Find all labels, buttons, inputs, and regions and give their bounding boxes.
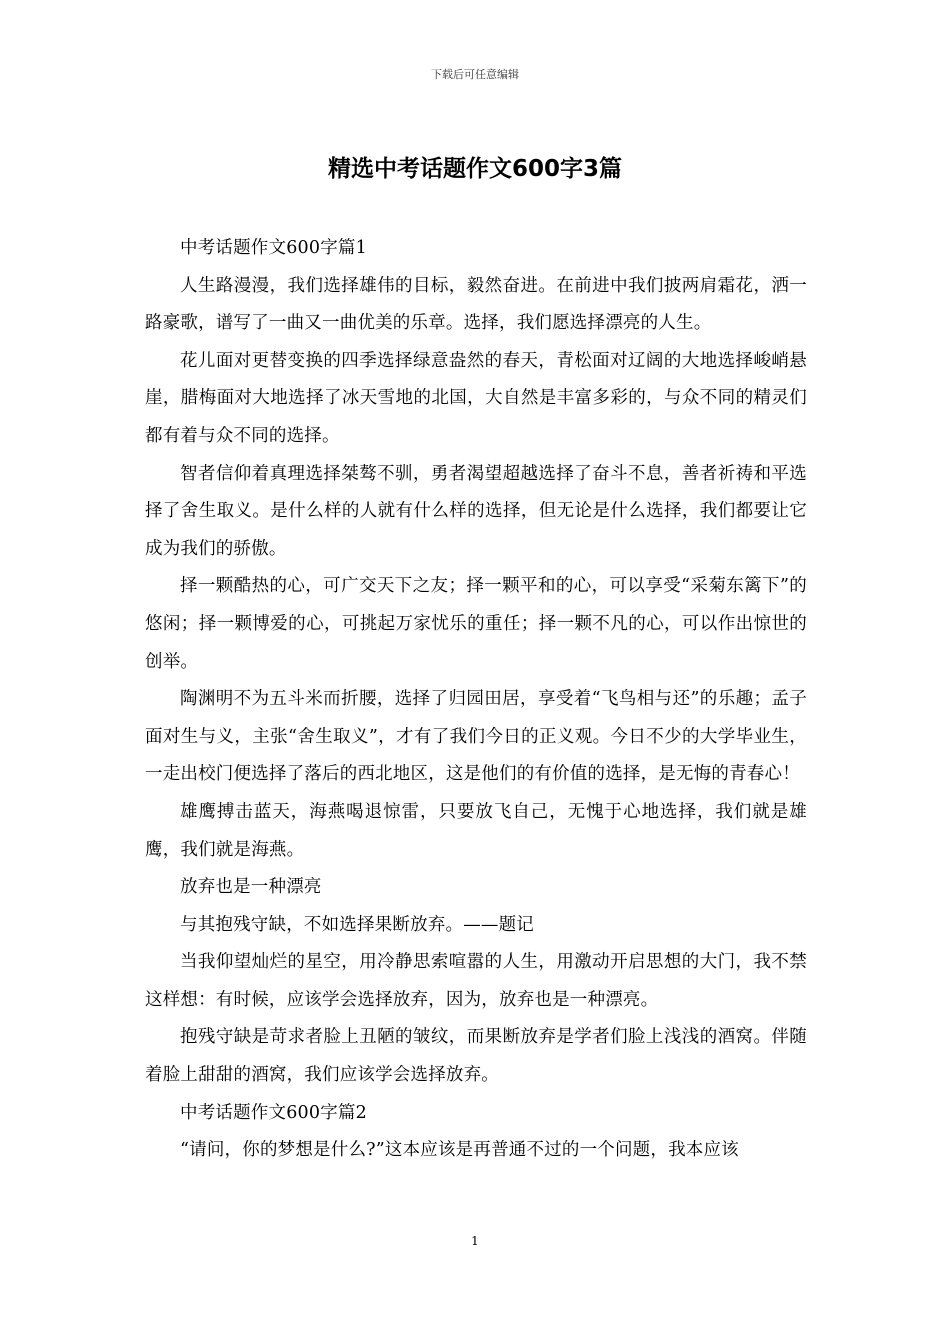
document-body	[145, 230, 807, 1170]
paragraph: 择一颗酷热的心，可广交天下之友；择一颗平和的心，可以享受“采菊东篱下”的悠闲；择一颗博爱的心，可挑起万家忧乐的重任；择一颗不凡的心，可以作出惊世的创举。	[145, 576, 807, 672]
paragraph: 花儿面对更替变换的四季选择绿意盎然的春天，青松面对辽阔的大地选择峻峭悬崖，腊梅面对大地选择了冰天雪地的北国，大自然是丰富多彩的，与众不同的精灵们都有着与众不同的选择。	[145, 350, 807, 446]
page-number: 1	[471, 1234, 479, 1248]
paragraph: 中考话题作文600字篇2	[180, 1102, 367, 1123]
paragraph: 陶渊明不为五斗米而折腰，选择了归园田居，享受着“飞鸟相与还”的乐趣；孟子面对生与义，主张“舍生取义”，才有了我们今日的正义观。今日不少的大学毕业生，一走出校门便选择了落后的西北地区，这是他们的有价值的选择，是无悔的青春心！	[145, 689, 807, 785]
paragraph: “请问，你的梦想是什么?”这本应该是再普通不过的一个问题，我本应该	[180, 1140, 739, 1161]
paragraph: 抱残守缺是苛求者脸上丑陋的皱纹，而果断放弃是学者们脸上浅浅的酒窝。伴随着脸上甜甜的酒窝，我们应该学会选择放弃。	[145, 1027, 807, 1086]
header-note: 下载后可任意编辑	[431, 68, 519, 81]
paragraph: 与其抱残守缺，不如选择果断放弃。——题记	[180, 914, 534, 935]
paragraph: 智者信仰着真理选择桀骜不驯，勇者渴望超越选择了奋斗不息，善者祈祷和平选择了舍生取义。是什么样的人就有什么样的选择，但无论是什么选择，我们都要让它成为我们的骄傲。	[145, 463, 807, 559]
paragraph: 当我仰望灿烂的星空，用冷静思索喧嚣的人生，用激动开启思想的大门，我不禁这样想：有时候，应该学会选择放弃，因为，放弃也是一种漂亮。	[145, 952, 807, 1010]
paragraph: 人生路漫漫，我们选择雄伟的目标，毅然奋进。在前进中我们披两肩霜花，洒一路豪歌，谱写了一曲又一曲优美的乐章。选择，我们愿选择漂亮的人生。	[145, 275, 807, 334]
document-title: 精选中考话题作文600字3篇	[327, 156, 622, 182]
paragraph: 中考话题作文600字篇1	[180, 238, 367, 258]
paragraph: 雄鹰搏击蓝天，海燕喝退惊雷，只要放飞自己，无愧于心地选择，我们就是雄鹰，我们就是海燕。	[145, 801, 807, 860]
paragraph: 放弃也是一种漂亮	[180, 877, 322, 898]
